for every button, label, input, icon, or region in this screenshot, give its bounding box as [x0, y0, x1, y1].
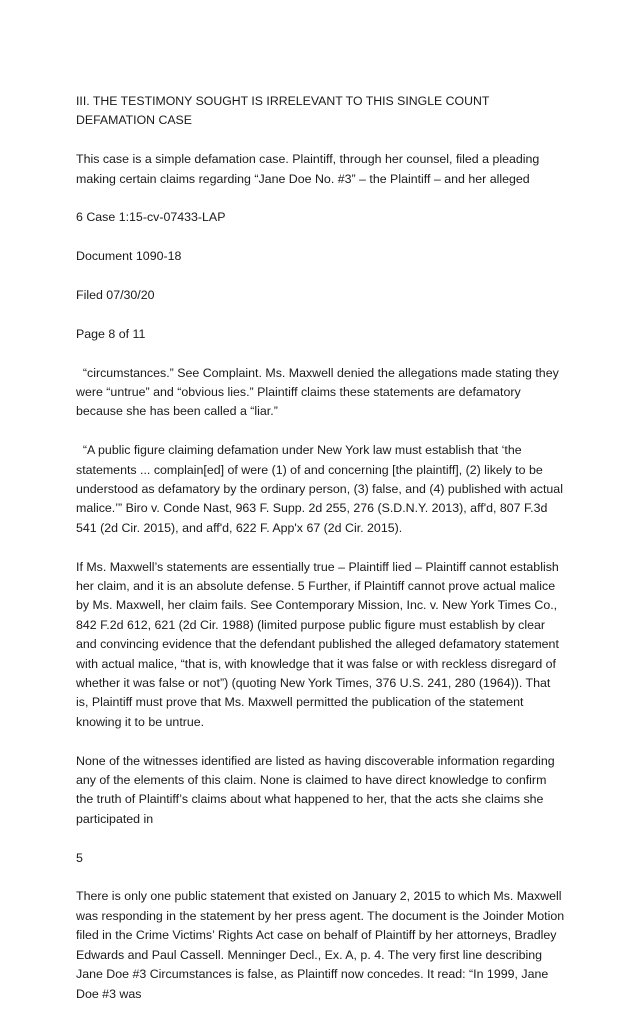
circumstances-paragraph: “circumstances.” See Complaint. Ms. Maxwell denied the allegations made stating they were “untrue” and “obvious lies.” Plaintiff claims these statements are defamatory because she has been called a “liar.”	[76, 365, 563, 419]
truth-defense-paragraph: If Ms. Maxwell’s statements are essentially true – Plaintiff lied – Plaintiff cannot establish her claim, and it is an absolute defense. 5 Further, if Plaintiff cannot prove actual malice by Ms. Maxwell, her claim fails. See Contemporary Mission, Inc. v. New York Times Co., 842 F.2d 612, 621 (2d Cir. 1988) (limited purpose public figure must establish by clear and convincing evidence that the defendant published the alleged defamatory statement with actual malice, “that is, with knowledge that it was false or with reckless disregard of whether it was false or not”) (quoting New York Times, 376 U.S. 241, 280 (1964)). That is, Plaintiff must prove that Ms. Maxwell permitted the publication of the statement knowing it to be untrue.	[76, 559, 559, 729]
public-figure-paragraph: “A public figure claiming defamation under New York law must establish that ‘the statements ... complain[ed] of were (1) of and concerning [the plaintiff], (2) likely to be understood as defamatory by the ordinary person, (3) false, and (4) published with actual malice.’” Biro v. Conde Nast, 963 F. Supp. 2d 255, 276 (S.D.N.Y. 2013), aff'd, 807 F.3d 541 (2d Cir. 2015), and aff'd, 622 F. App'x 67 (2d Cir. 2015).	[76, 443, 567, 535]
intro-paragraph: This case is a simple defamation case. Plaintiff, through her counsel, filed a pleading making certain claims regarding “Jane Doe No. #3” – the Plaintiff – and her alleged	[76, 152, 540, 186]
section-heading: III. THE TESTIMONY SOUGHT IS IRRELEVANT TO THIS SINGLE COUNT DEFAMATION CASE	[76, 94, 490, 128]
filed-date-line: Filed 07/30/20	[76, 288, 155, 302]
document-page	[76, 92, 566, 1023]
case-number-line: 6 Case 1:15-cv-07433-LAP	[76, 210, 226, 225]
page-number-line: Page 8 of 11	[76, 326, 146, 341]
footnote-marker: 5	[76, 850, 83, 865]
public-statement-paragraph: There is only one public statement that existed on January 2, 2015 to which Ms. Maxwell was responding in the statement by her press agent. The document is the Joinder Motion filed in the Crime Victims’ Rights Act case on behalf of Plaintiff by her attorneys, Bradley Edwards and Paul Cassell. Menninger Decl., Ex. A, p. 4. The very first line describing Jane Doe #3 Circumstances is false, as Plaintiff now concedes. It read: “In 1999, Jane Doe #3 was	[76, 889, 565, 1001]
document-number-line: Document 1090-18	[76, 249, 182, 264]
witnesses-paragraph: None of the witnesses identified are listed as having discoverable information regarding any of the elements of this claim. None is claimed to have direct knowledge to confirm the truth of Plaintiff’s claims about what happened to her, that the acts she claims she participated in	[76, 753, 555, 826]
